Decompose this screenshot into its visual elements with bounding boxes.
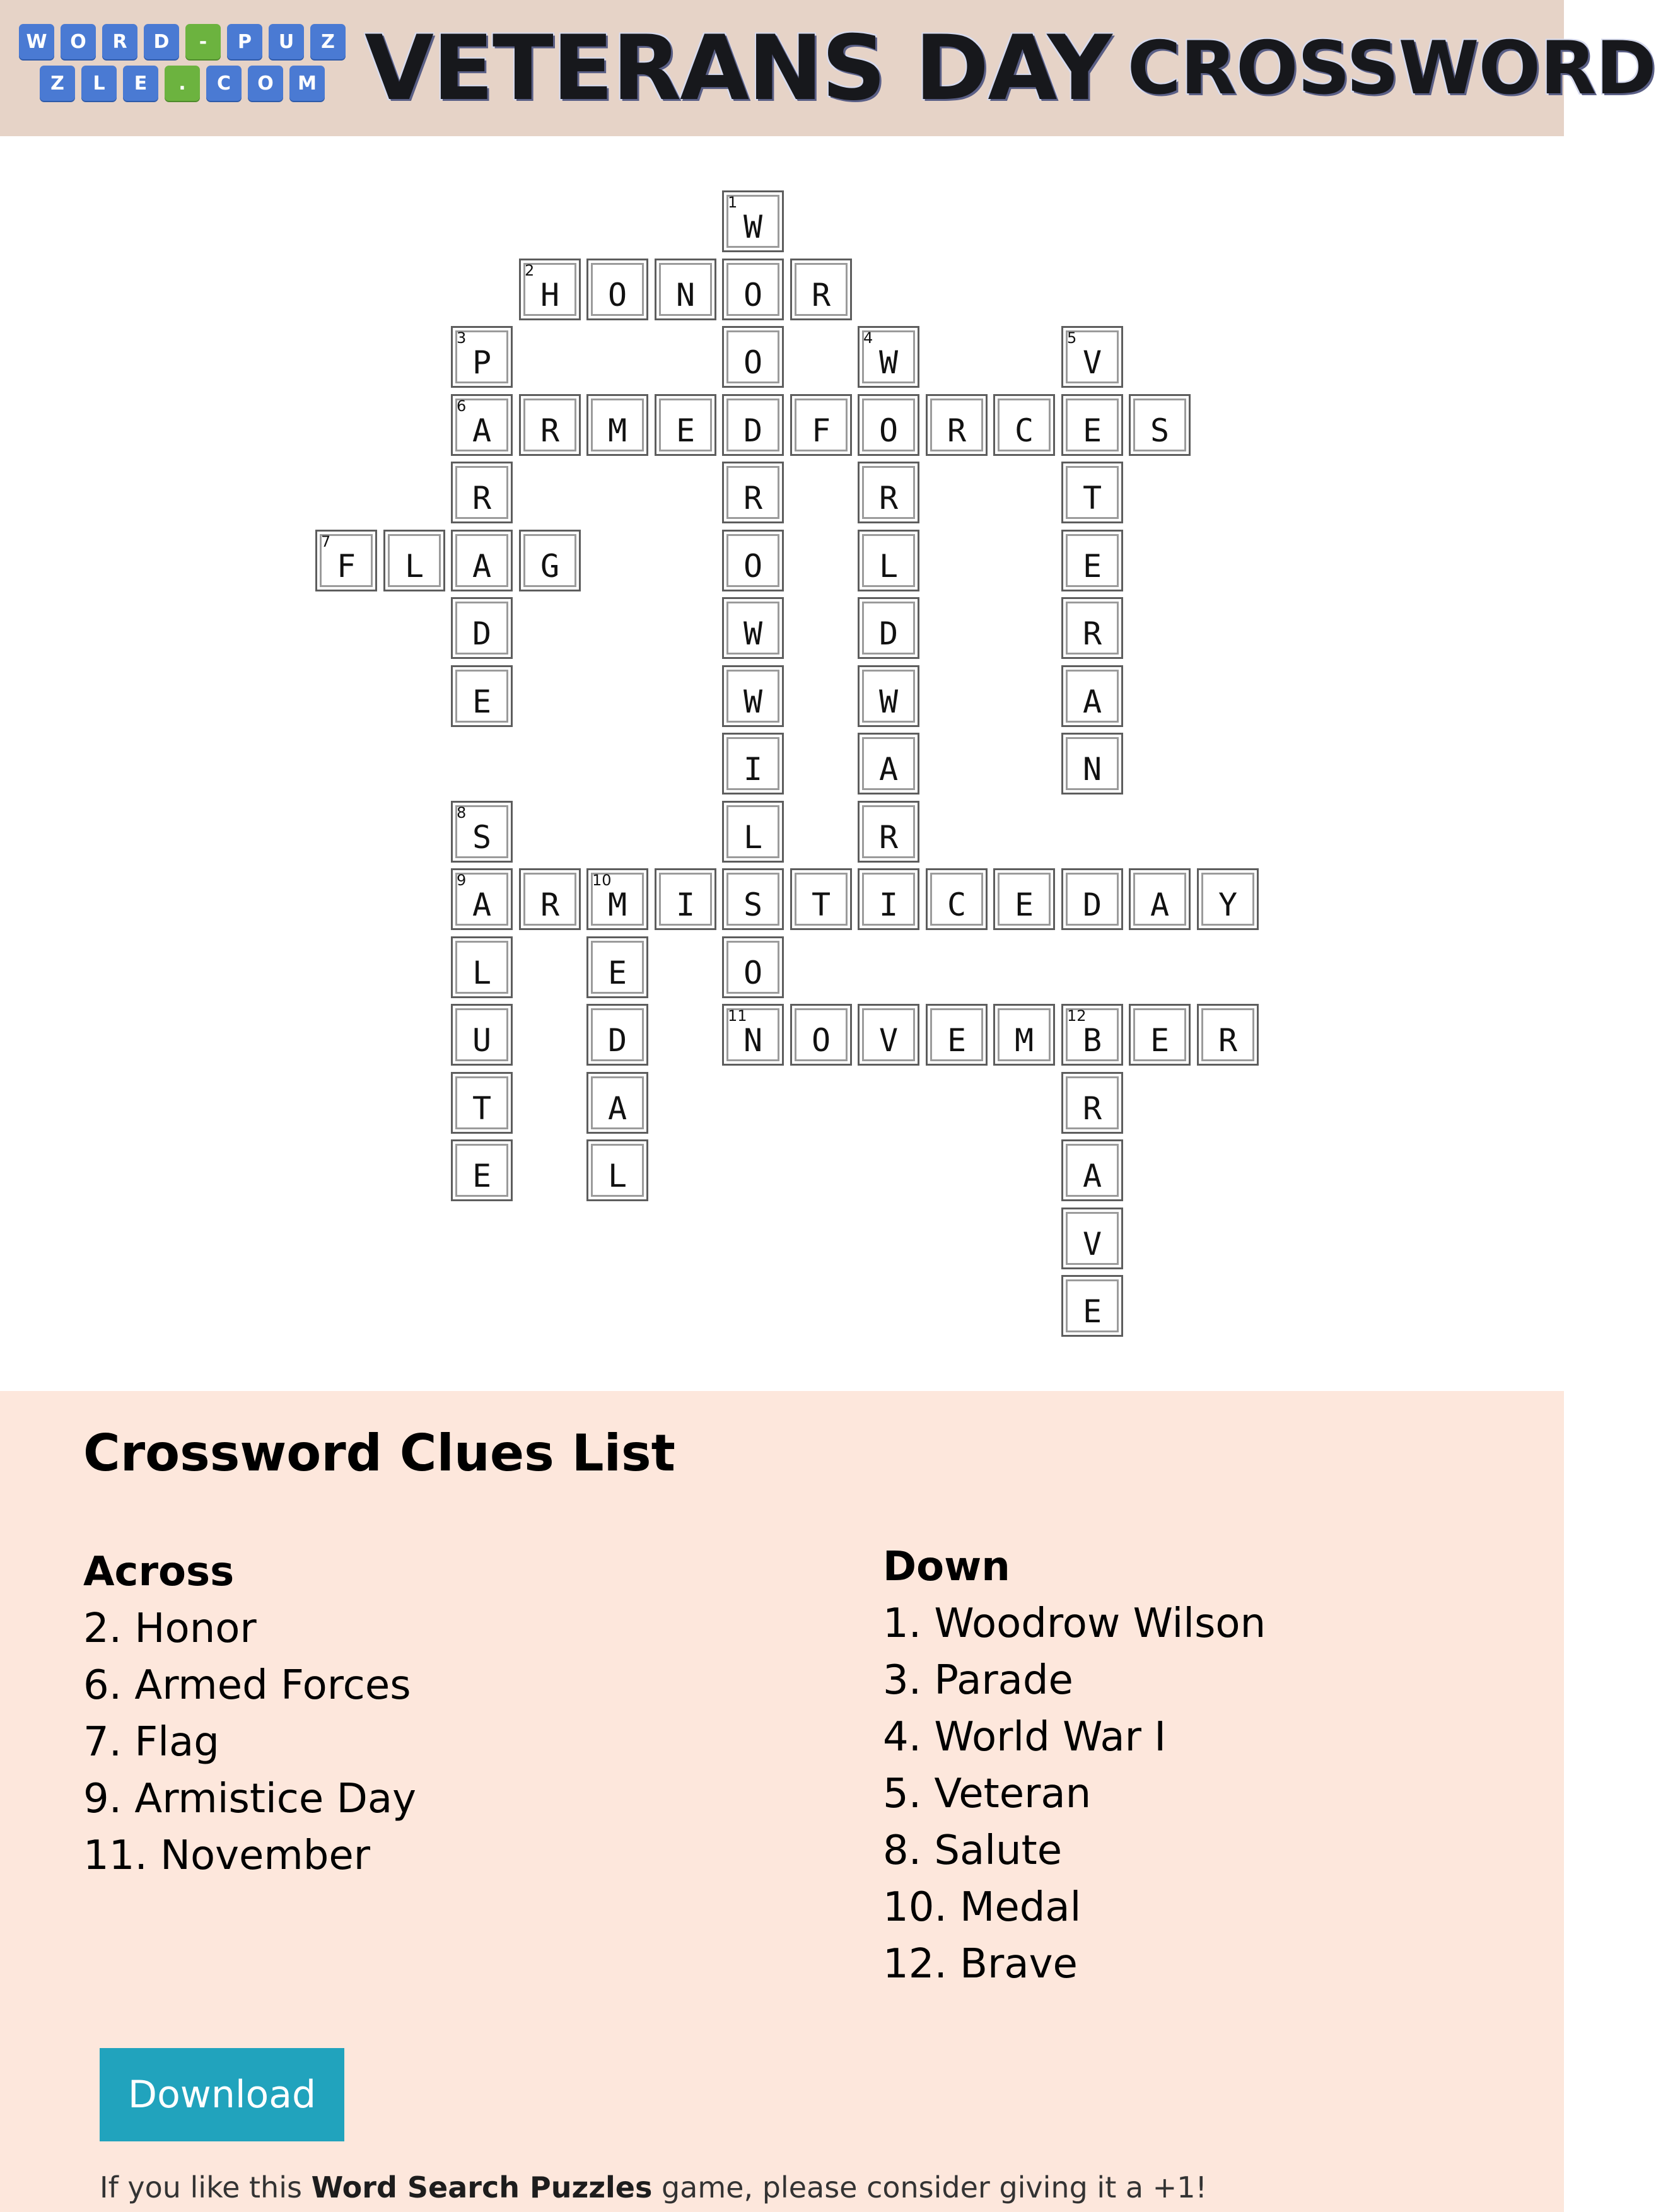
cell-letter: L bbox=[607, 1158, 627, 1194]
cell-letter: L bbox=[878, 548, 899, 585]
crossword-cell[interactable] bbox=[722, 936, 784, 998]
crossword-cell[interactable] bbox=[1061, 1208, 1123, 1269]
crossword-cell[interactable] bbox=[926, 1004, 988, 1066]
cell-letter: E bbox=[1082, 548, 1102, 585]
crossword-cell[interactable] bbox=[519, 259, 581, 320]
cell-letter: C bbox=[1014, 412, 1034, 449]
crossword-cell[interactable] bbox=[1129, 868, 1191, 930]
crossword-cell[interactable] bbox=[586, 1004, 648, 1066]
crossword-cell[interactable] bbox=[451, 462, 513, 523]
page-title bbox=[364, 11, 1656, 125]
cell-letter: N bbox=[743, 1022, 763, 1059]
footer-text-link[interactable]: Word Search Puzzles bbox=[311, 2170, 653, 2204]
cell-letter: R bbox=[472, 480, 492, 516]
logo-tile: D bbox=[144, 24, 179, 59]
cell-letter: A bbox=[1082, 684, 1102, 720]
logo-tile: W bbox=[19, 24, 54, 59]
clue-number: 11 bbox=[728, 1007, 747, 1025]
download-button[interactable]: Download bbox=[100, 2048, 344, 2141]
cell-letter: N bbox=[1082, 751, 1102, 788]
logo-tile: M bbox=[289, 66, 325, 101]
clue-number: 12 bbox=[1067, 1007, 1087, 1025]
crossword-cell[interactable] bbox=[858, 394, 919, 456]
crossword-cell[interactable] bbox=[722, 530, 784, 591]
cell-letter: R bbox=[878, 819, 899, 856]
cell-letter: E bbox=[1014, 887, 1034, 923]
logo-tile: P bbox=[227, 24, 262, 59]
crossword-cell[interactable] bbox=[451, 801, 513, 863]
clues-title: Crossword Clues List bbox=[83, 1424, 675, 1482]
cell-letter: E bbox=[1150, 1022, 1170, 1059]
cell-letter: V bbox=[878, 1022, 899, 1059]
crossword-cell[interactable] bbox=[1061, 1004, 1123, 1066]
crossword-cell[interactable] bbox=[858, 665, 919, 727]
logo-tile: C bbox=[206, 66, 242, 101]
logo-tile: U bbox=[269, 24, 304, 59]
crossword-cell[interactable] bbox=[586, 936, 648, 998]
cell-letter: A bbox=[1082, 1158, 1102, 1194]
crossword-cell[interactable] bbox=[858, 868, 919, 930]
crossword-cell[interactable] bbox=[1197, 1004, 1259, 1066]
cell-letter: F bbox=[336, 548, 356, 585]
logo-tile: R bbox=[102, 24, 137, 59]
cell-letter: B bbox=[1082, 1022, 1102, 1059]
logo-tile: . bbox=[165, 66, 200, 101]
crossword-cell[interactable] bbox=[790, 868, 852, 930]
cell-letter: R bbox=[811, 277, 831, 313]
cell-letter: W bbox=[878, 684, 899, 720]
crossword-cell[interactable] bbox=[722, 868, 784, 930]
clue-number: 9 bbox=[457, 871, 467, 889]
across-clue: 6. Armed Forces bbox=[83, 1662, 411, 1709]
clue-number: 3 bbox=[457, 329, 467, 347]
cell-letter: R bbox=[1082, 1090, 1102, 1127]
cell-letter: A bbox=[472, 887, 492, 923]
crossword-cell[interactable] bbox=[451, 1072, 513, 1134]
crossword-cell[interactable] bbox=[993, 868, 1055, 930]
cell-letter: M bbox=[607, 887, 627, 923]
cell-letter: N bbox=[675, 277, 696, 313]
down-clue: 12. Brave bbox=[883, 1941, 1078, 1988]
crossword-cell[interactable] bbox=[1061, 1072, 1123, 1134]
cell-letter: S bbox=[1150, 412, 1170, 449]
crossword-cell[interactable] bbox=[722, 394, 784, 456]
down-clue: 1. Woodrow Wilson bbox=[883, 1600, 1266, 1647]
crossword-cell[interactable] bbox=[383, 530, 445, 591]
cell-letter: L bbox=[404, 548, 424, 585]
cell-letter: W bbox=[878, 344, 899, 381]
crossword-cell[interactable] bbox=[926, 394, 988, 456]
crossword-cell[interactable] bbox=[722, 259, 784, 320]
crossword-cell[interactable] bbox=[1061, 1275, 1123, 1337]
crossword-cell[interactable] bbox=[451, 868, 513, 930]
cell-letter: E bbox=[472, 684, 492, 720]
down-clues bbox=[883, 1539, 1266, 1993]
cell-letter: D bbox=[607, 1022, 627, 1059]
crossword-cell[interactable] bbox=[451, 1004, 513, 1066]
crossword-cell[interactable] bbox=[790, 259, 852, 320]
cell-letter: L bbox=[743, 819, 763, 856]
crossword-cell[interactable] bbox=[858, 462, 919, 523]
footer-text-before: If you like this bbox=[100, 2170, 312, 2204]
crossword-cell[interactable] bbox=[315, 530, 377, 591]
clue-number: 6 bbox=[457, 397, 467, 415]
clue-number: 5 bbox=[1067, 329, 1077, 347]
crossword-cell[interactable] bbox=[519, 868, 581, 930]
cell-letter: W bbox=[743, 684, 763, 720]
crossword-cell[interactable] bbox=[655, 394, 716, 456]
across-clues bbox=[83, 1544, 416, 1884]
cell-letter: D bbox=[1082, 887, 1102, 923]
cell-letter: U bbox=[472, 1022, 492, 1059]
cell-letter: R bbox=[743, 480, 763, 516]
crossword-cell[interactable] bbox=[519, 530, 581, 591]
cell-letter: R bbox=[540, 887, 560, 923]
footer-text-after: game, please consider giving it a +1! bbox=[652, 2170, 1207, 2204]
cell-letter: O bbox=[743, 955, 763, 991]
crossword-cell[interactable] bbox=[993, 394, 1055, 456]
crossword-cell[interactable] bbox=[993, 1004, 1055, 1066]
crossword-cell[interactable] bbox=[586, 1139, 648, 1201]
crossword-cell[interactable] bbox=[451, 326, 513, 388]
cell-letter: T bbox=[1082, 480, 1102, 516]
logo-tile: - bbox=[185, 24, 221, 59]
cell-letter: V bbox=[1082, 1226, 1102, 1262]
crossword-cell[interactable] bbox=[790, 1004, 852, 1066]
crossword-cell[interactable] bbox=[451, 665, 513, 727]
cell-letter: G bbox=[540, 548, 560, 585]
crossword-cell[interactable] bbox=[1061, 868, 1123, 930]
crossword-cell[interactable] bbox=[451, 1139, 513, 1201]
crossword-cell[interactable] bbox=[858, 326, 919, 388]
crossword-cell[interactable] bbox=[1061, 733, 1123, 795]
crossword-cell[interactable] bbox=[1197, 868, 1259, 930]
cell-letter: E bbox=[1082, 1293, 1102, 1330]
crossword-cell[interactable] bbox=[858, 1004, 919, 1066]
crossword-cell[interactable] bbox=[1061, 326, 1123, 388]
cell-letter: R bbox=[1082, 615, 1102, 652]
crossword-cell[interactable] bbox=[858, 733, 919, 795]
cell-letter: A bbox=[1150, 887, 1170, 923]
cell-letter: M bbox=[1014, 1022, 1034, 1059]
crossword-cell[interactable] bbox=[451, 597, 513, 659]
logo-tile: O bbox=[248, 66, 283, 101]
cell-letter: C bbox=[947, 887, 967, 923]
down-clue: 4. World War I bbox=[883, 1714, 1167, 1761]
cell-letter: D bbox=[743, 412, 763, 449]
cell-letter: R bbox=[1218, 1022, 1238, 1059]
cell-letter: A bbox=[878, 751, 899, 788]
crossword-grid bbox=[0, 136, 1564, 1397]
across-clue: 9. Armistice Day bbox=[83, 1776, 416, 1822]
crossword-cell[interactable] bbox=[586, 259, 648, 320]
cell-letter: V bbox=[1082, 344, 1102, 381]
crossword-cell[interactable] bbox=[790, 394, 852, 456]
logo-tile: L bbox=[81, 66, 117, 101]
crossword-cell[interactable] bbox=[655, 868, 716, 930]
crossword-cell[interactable] bbox=[1061, 530, 1123, 591]
cell-letter: I bbox=[743, 751, 763, 788]
across-clue: 7. Flag bbox=[83, 1719, 219, 1766]
cell-letter: M bbox=[607, 412, 627, 449]
cell-letter: F bbox=[811, 412, 831, 449]
crossword-cell[interactable] bbox=[1061, 394, 1123, 456]
crossword-cell[interactable] bbox=[1129, 394, 1191, 456]
cell-letter: R bbox=[540, 412, 560, 449]
cell-letter: I bbox=[675, 887, 696, 923]
crossword-cell[interactable] bbox=[586, 868, 648, 930]
crossword-cell[interactable] bbox=[858, 530, 919, 591]
logo-tile: E bbox=[123, 66, 158, 101]
crossword-cell[interactable] bbox=[858, 801, 919, 863]
crossword-cell[interactable] bbox=[586, 1072, 648, 1134]
cell-letter: L bbox=[472, 955, 492, 991]
across-clue: 11. November bbox=[83, 1832, 371, 1879]
crossword-cell[interactable] bbox=[722, 1004, 784, 1066]
crossword-cell[interactable] bbox=[1061, 462, 1123, 523]
crossword-cell[interactable] bbox=[722, 190, 784, 252]
cell-letter: W bbox=[743, 615, 763, 652]
page-title-main: VETERANS DAY bbox=[364, 16, 1111, 120]
crossword-cell[interactable] bbox=[1061, 1139, 1123, 1201]
crossword-cell[interactable] bbox=[1061, 597, 1123, 659]
cell-letter: S bbox=[472, 819, 492, 856]
clue-number: 7 bbox=[321, 533, 331, 550]
cell-letter: O bbox=[743, 277, 763, 313]
crossword-cell[interactable] bbox=[451, 394, 513, 456]
crossword-cell[interactable] bbox=[926, 868, 988, 930]
cell-letter: W bbox=[743, 209, 763, 245]
cell-letter: E bbox=[1082, 412, 1102, 449]
cell-letter: O bbox=[743, 344, 763, 381]
cell-letter: O bbox=[878, 412, 899, 449]
down-heading: Down bbox=[883, 1544, 1010, 1590]
cell-letter: E bbox=[607, 955, 627, 991]
cell-letter: P bbox=[472, 344, 492, 381]
page-title-sub: CROSSWORD bbox=[1127, 25, 1656, 111]
cell-letter: T bbox=[811, 887, 831, 923]
clues-panel bbox=[0, 1391, 1564, 2212]
crossword-cell[interactable] bbox=[451, 936, 513, 998]
down-clue: 8. Salute bbox=[883, 1827, 1063, 1874]
cell-letter: T bbox=[472, 1090, 492, 1127]
cell-letter: I bbox=[878, 887, 899, 923]
cell-letter: A bbox=[472, 548, 492, 585]
cell-letter: R bbox=[878, 480, 899, 516]
crossword-cell[interactable] bbox=[519, 394, 581, 456]
cell-letter: D bbox=[878, 615, 899, 652]
crossword-cell[interactable] bbox=[586, 394, 648, 456]
cell-letter: H bbox=[540, 277, 560, 313]
clue-number: 8 bbox=[457, 804, 467, 822]
down-clue: 5. Veteran bbox=[883, 1771, 1092, 1817]
down-clue: 10. Medal bbox=[883, 1884, 1082, 1931]
crossword-cell[interactable] bbox=[1061, 665, 1123, 727]
crossword-cell[interactable] bbox=[722, 326, 784, 388]
cell-letter: R bbox=[947, 412, 967, 449]
clue-number: 10 bbox=[592, 871, 612, 889]
cell-letter: O bbox=[811, 1022, 831, 1059]
crossword-cell[interactable] bbox=[722, 665, 784, 727]
logo-tile: Z bbox=[310, 24, 346, 59]
header-bar bbox=[0, 0, 1656, 136]
cell-letter: O bbox=[743, 548, 763, 585]
crossword-cell[interactable] bbox=[722, 801, 784, 863]
cell-letter: E bbox=[947, 1022, 967, 1059]
clue-number: 4 bbox=[863, 329, 873, 347]
clue-number: 1 bbox=[728, 194, 738, 211]
across-heading: Across bbox=[83, 1549, 235, 1595]
crossword-cell[interactable] bbox=[451, 530, 513, 591]
clue-number: 2 bbox=[525, 262, 535, 279]
cell-letter: O bbox=[607, 277, 627, 313]
down-clue: 3. Parade bbox=[883, 1657, 1073, 1704]
cell-letter: E bbox=[675, 412, 696, 449]
logo-tile: Z bbox=[40, 66, 75, 101]
crossword-cell[interactable] bbox=[655, 259, 716, 320]
crossword-cell[interactable] bbox=[722, 597, 784, 659]
cell-letter: D bbox=[472, 615, 492, 652]
cell-letter: A bbox=[607, 1090, 627, 1127]
cell-letter: S bbox=[743, 887, 763, 923]
crossword-cell[interactable] bbox=[722, 462, 784, 523]
site-logo[interactable] bbox=[19, 24, 352, 106]
crossword-cell[interactable] bbox=[722, 733, 784, 795]
logo-tile: O bbox=[61, 24, 96, 59]
cell-letter: A bbox=[472, 412, 492, 449]
footer-message bbox=[100, 2170, 1207, 2204]
across-clue: 2. Honor bbox=[83, 1605, 257, 1652]
crossword-cell[interactable] bbox=[1129, 1004, 1191, 1066]
cell-letter: E bbox=[472, 1158, 492, 1194]
cell-letter: Y bbox=[1218, 887, 1238, 923]
crossword-cell[interactable] bbox=[858, 597, 919, 659]
